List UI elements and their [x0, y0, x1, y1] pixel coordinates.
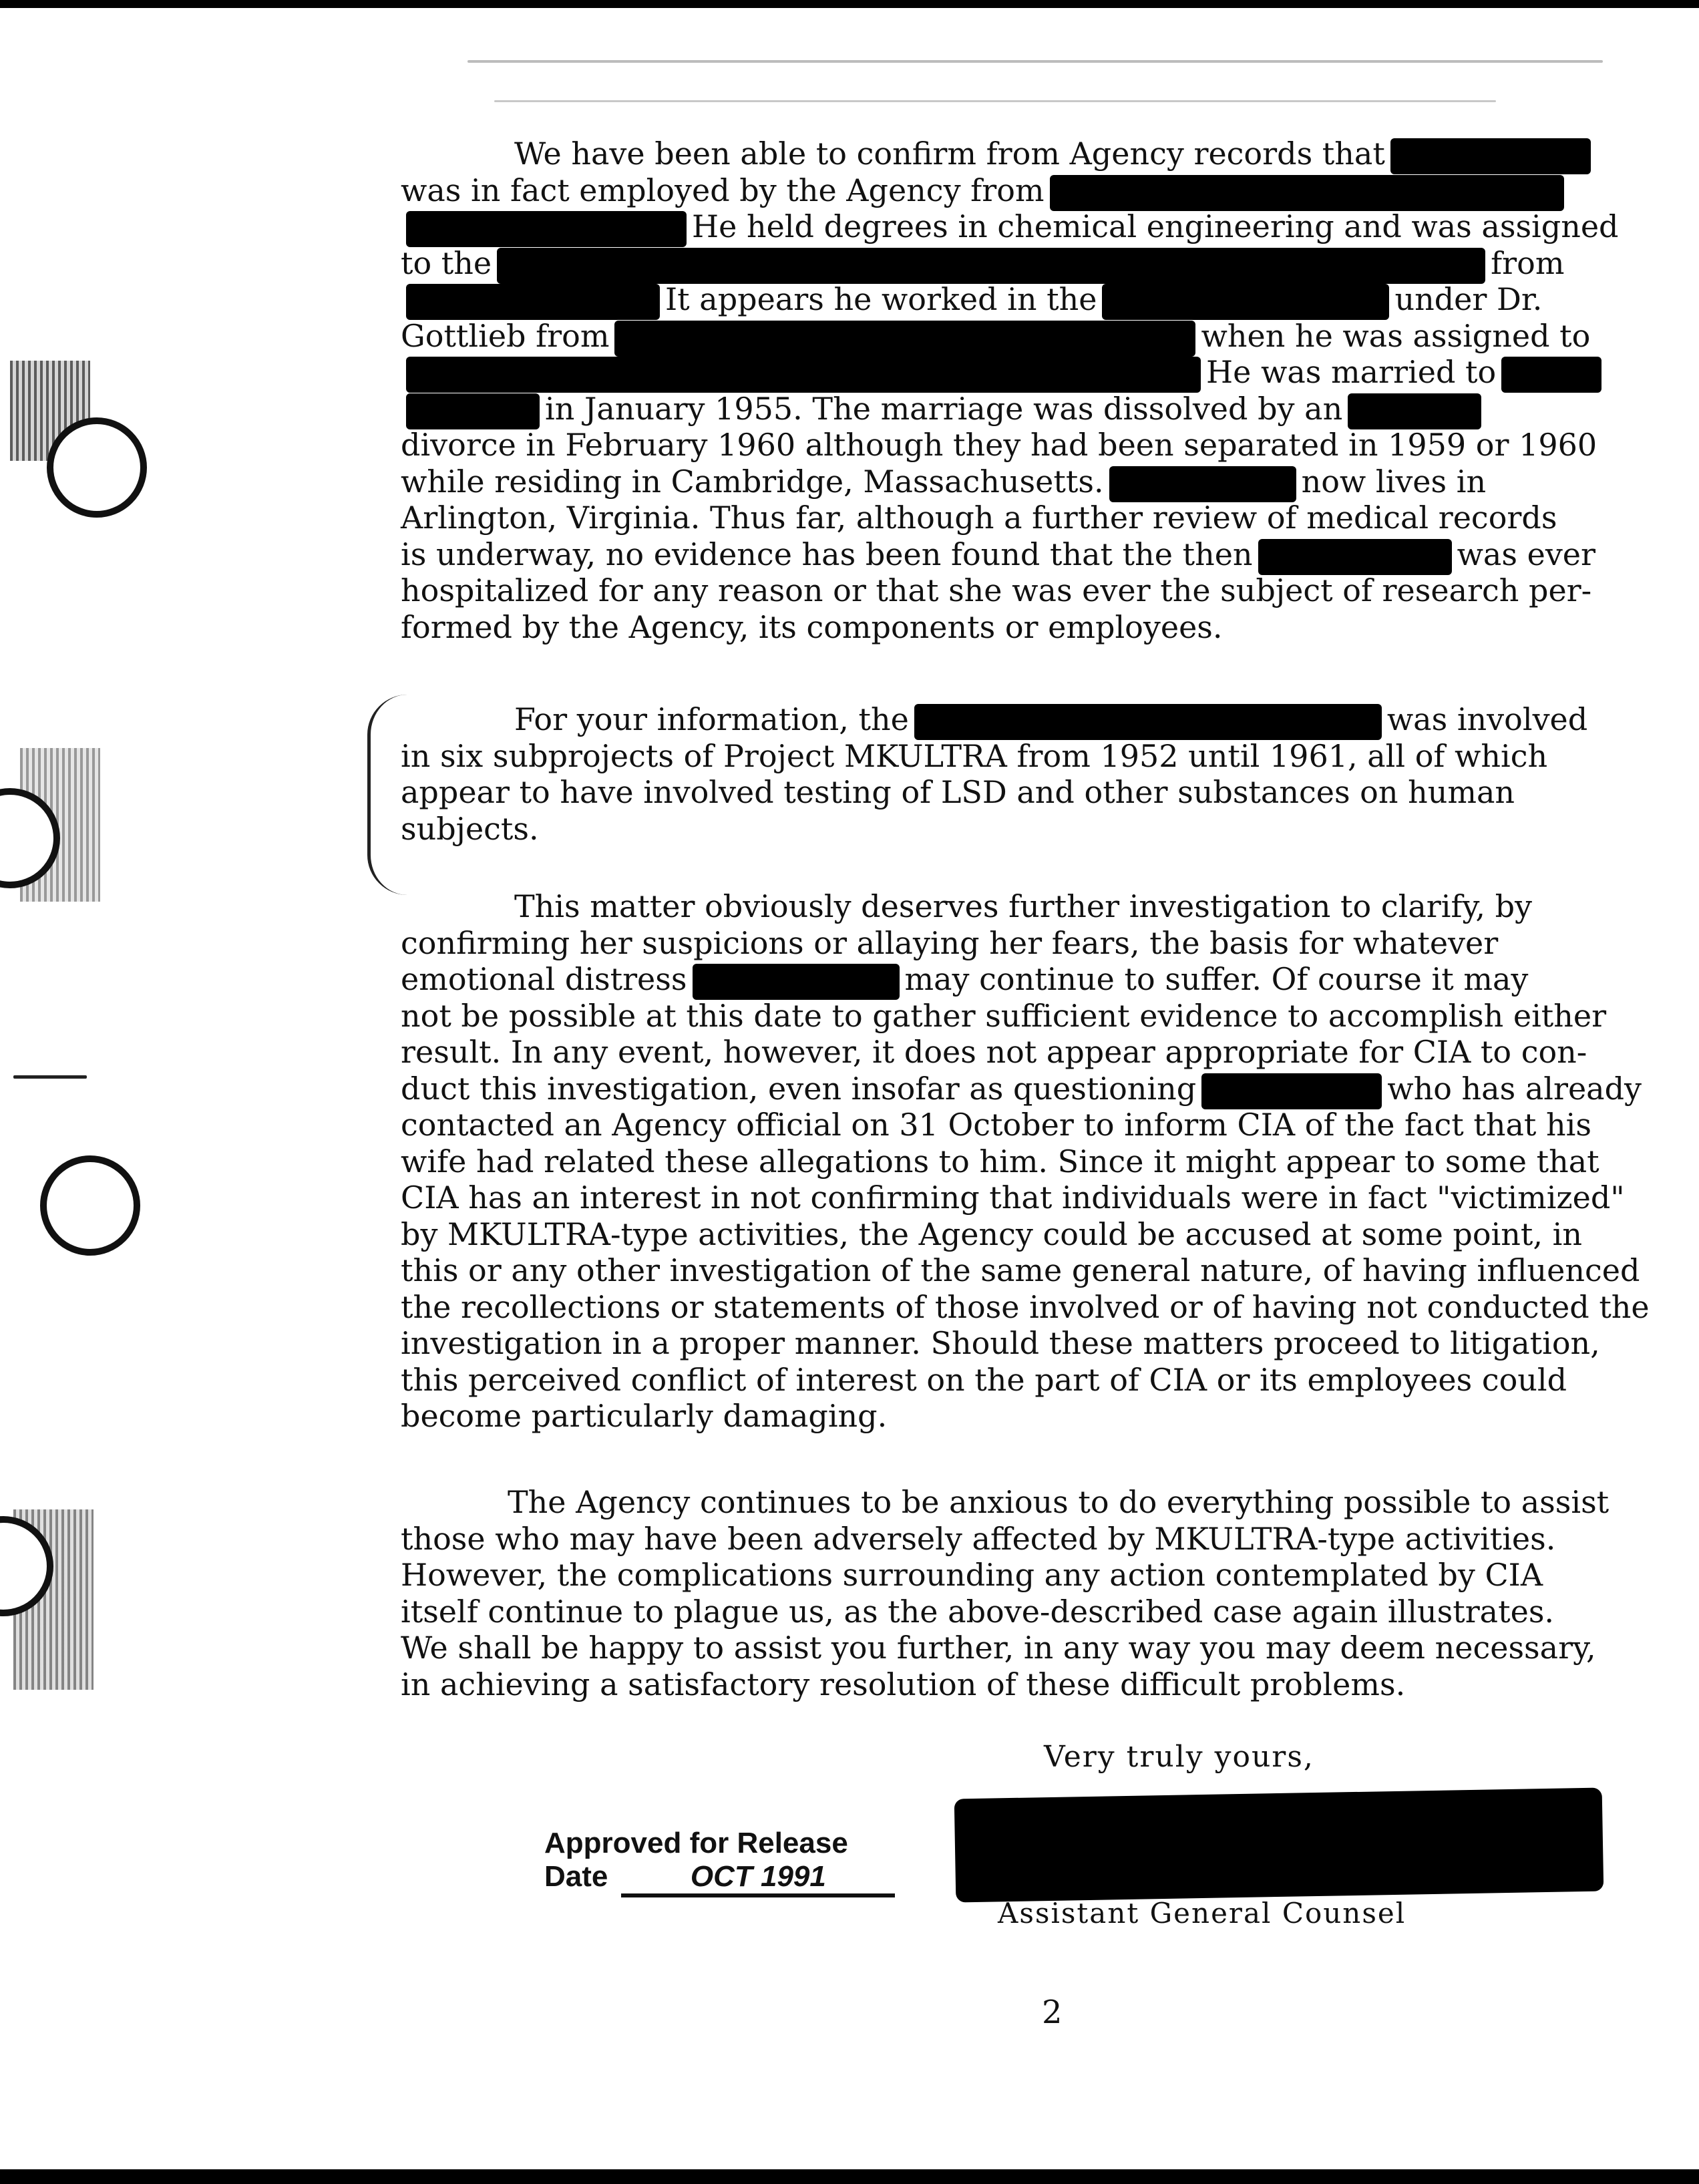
release-stamp-date-row	[544, 1860, 895, 1897]
text-segment: However, the complications surrounding any action contemplated by CIA	[401, 1557, 1543, 1593]
text-segment: appear to have involved testing of LSD and other substances on human	[401, 774, 1515, 810]
text-line	[401, 774, 1663, 811]
text-segment: We shall be happy to assist you further, in any way you may deem necessary,	[401, 1630, 1596, 1666]
text-segment: while residing in Cambridge, Massachusetts.	[401, 463, 1104, 500]
text-segment: was involved	[1386, 701, 1588, 737]
text-segment: not be possible at this date to gather sufficient evidence to accomplish either	[401, 997, 1607, 1034]
text-segment: CIA has an interest in not confirming that individuals were in fact "victimized"	[401, 1179, 1625, 1216]
text-segment: this perceived conflict of interest on the part of CIA or its employees could	[401, 1361, 1567, 1398]
redaction-bar	[497, 248, 1485, 284]
redaction-bar	[1501, 357, 1601, 393]
page-number: 2	[1042, 1994, 1063, 2031]
text-line	[401, 391, 1663, 427]
release-stamp-date-label: Date	[544, 1860, 608, 1893]
text-line	[401, 961, 1663, 998]
text-segment: Gottlieb from	[401, 317, 610, 354]
text-line	[401, 245, 1663, 282]
text-line	[401, 811, 1663, 848]
redaction-bar	[1102, 284, 1389, 320]
text-line	[401, 1666, 1663, 1703]
text-line	[401, 1216, 1663, 1253]
text-line	[401, 1071, 1663, 1107]
text-line	[401, 1289, 1663, 1326]
text-line	[401, 500, 1663, 536]
redaction-bar	[914, 704, 1382, 740]
text-segment: in six subprojects of Project MKULTRA from 1952 until 1961, all of which	[401, 737, 1548, 774]
punch-hole	[40, 1155, 140, 1256]
text-segment: investigation in a proper manner. Should these matters proceed to litigation,	[401, 1325, 1600, 1361]
text-segment: We have been able to confirm from Agency records that	[514, 136, 1385, 172]
text-segment: by MKULTRA-type activities, the Agency could be accused at some point, in	[401, 1216, 1582, 1252]
text-line	[401, 136, 1663, 172]
text-segment: subjects.	[401, 810, 539, 847]
signature-title: Assistant General Counsel	[998, 1897, 1406, 1930]
text-segment: from	[1491, 244, 1565, 281]
text-segment: was in fact employed by the Agency from	[401, 172, 1045, 208]
text-line	[401, 208, 1663, 245]
text-segment: result. In any event, however, it does not appear appropriate for CIA to con-	[401, 1034, 1587, 1070]
text-segment: divorce in February 1960 although they had been separated in 1959 or 1960	[401, 427, 1597, 463]
text-line	[401, 536, 1663, 573]
redaction-bar	[1348, 393, 1481, 429]
text-line	[401, 281, 1663, 318]
redaction-bar	[1109, 466, 1296, 502]
text-line	[401, 1594, 1663, 1630]
text-line	[401, 354, 1663, 391]
text-line	[401, 1325, 1663, 1362]
text-line	[401, 998, 1663, 1035]
text-line	[401, 1557, 1663, 1594]
paragraph-2	[401, 701, 1663, 847]
text-segment: who has already	[1387, 1070, 1642, 1107]
paragraph-3	[401, 888, 1663, 1435]
closing: Very truly yours,	[1044, 1740, 1314, 1774]
release-stamp-line1: Approved for Release	[544, 1827, 848, 1859]
redaction-bar	[406, 284, 660, 320]
text-line	[401, 1521, 1663, 1558]
redaction-bar	[1050, 175, 1564, 211]
text-segment: duct this investigation, even insofar as questioning	[401, 1070, 1197, 1107]
text-line	[401, 318, 1663, 355]
text-segment: may continue to suffer. Of course it may	[904, 961, 1529, 997]
punch-hole	[47, 417, 147, 518]
text-line	[401, 1107, 1663, 1143]
text-line	[401, 609, 1663, 646]
text-segment: He held degrees in chemical engineering and was assigned	[692, 208, 1619, 244]
paragraph-4	[401, 1484, 1663, 1702]
text-segment: in January 1955. The marriage was dissolved by an	[545, 390, 1343, 427]
text-segment: the recollections or statements of those involved or of having not conducted the	[401, 1288, 1650, 1325]
redacted-signature	[954, 1788, 1604, 1903]
text-segment: Arlington, Virginia. Thus far, although a further review of medical records	[401, 500, 1557, 536]
text-line	[401, 1034, 1663, 1071]
text-line	[401, 1179, 1663, 1216]
text-segment: emotional distress	[401, 961, 687, 997]
text-segment: The Agency continues to be anxious to do everything possible to assist	[508, 1484, 1610, 1520]
scan-border-top	[0, 0, 1699, 8]
text-line	[401, 925, 1663, 962]
redaction-bar	[1390, 138, 1591, 174]
text-line	[401, 1630, 1663, 1666]
scan-artifact	[494, 100, 1496, 102]
text-line	[401, 1143, 1663, 1180]
redaction-bar	[1258, 539, 1452, 575]
release-stamp	[544, 1827, 895, 1897]
text-segment: confirming her suspicions or allaying her fears, the basis for whatever	[401, 924, 1499, 961]
text-line	[401, 701, 1663, 738]
text-segment: He was married to	[1206, 354, 1497, 390]
text-line	[401, 1484, 1663, 1521]
text-segment: is underway, no evidence has been found that the then	[401, 536, 1253, 572]
text-line	[401, 888, 1663, 925]
text-line	[401, 464, 1663, 500]
text-segment: It appears he worked in the	[665, 281, 1097, 317]
text-line	[401, 172, 1663, 209]
text-line	[401, 572, 1663, 609]
redaction-bar	[406, 357, 1201, 393]
text-line	[401, 427, 1663, 464]
scan-artifact	[13, 1075, 87, 1079]
text-segment: hospitalized for any reason or that she was ever the subject of research per-	[401, 572, 1592, 608]
text-segment: wife had related these allegations to him. Since it might appear to some that	[401, 1143, 1599, 1179]
text-segment: now lives in	[1301, 463, 1487, 500]
text-segment: when he was assigned to	[1201, 317, 1591, 354]
release-stamp-date-value: OCT 1991	[621, 1860, 895, 1897]
redaction-bar	[406, 211, 687, 247]
text-segment: become particularly damaging.	[401, 1398, 888, 1434]
text-line	[401, 1362, 1663, 1399]
text-segment: those who may have been adversely affected by MKULTRA-type activities.	[401, 1520, 1556, 1557]
text-segment: contacted an Agency official on 31 October to inform CIA of the fact that his	[401, 1107, 1591, 1143]
text-segment: This matter obviously deserves further investigation to clarify, by	[514, 888, 1533, 924]
text-segment: this or any other investigation of the same general nature, of having influenced	[401, 1252, 1640, 1288]
redaction-bar	[1201, 1073, 1382, 1109]
redaction-bar	[693, 964, 900, 1000]
redaction-bar	[614, 321, 1195, 357]
text-line	[401, 1252, 1663, 1289]
redaction-bar	[406, 393, 540, 429]
text-line	[401, 738, 1663, 775]
text-segment: was ever	[1457, 536, 1596, 572]
text-segment: to the	[401, 244, 492, 281]
text-segment: formed by the Agency, its components or employees.	[401, 608, 1223, 645]
text-line	[401, 1398, 1663, 1435]
text-segment: For your information, the	[514, 701, 909, 737]
text-segment: under Dr.	[1394, 281, 1543, 317]
paragraph-1	[401, 136, 1663, 645]
text-segment: itself continue to plague us, as the above-described case again illustrates.	[401, 1593, 1555, 1630]
text-segment: in achieving a satisfactory resolution of these difficult problems.	[401, 1666, 1406, 1702]
scan-artifact	[467, 60, 1603, 63]
scan-border-bottom	[0, 2169, 1699, 2184]
